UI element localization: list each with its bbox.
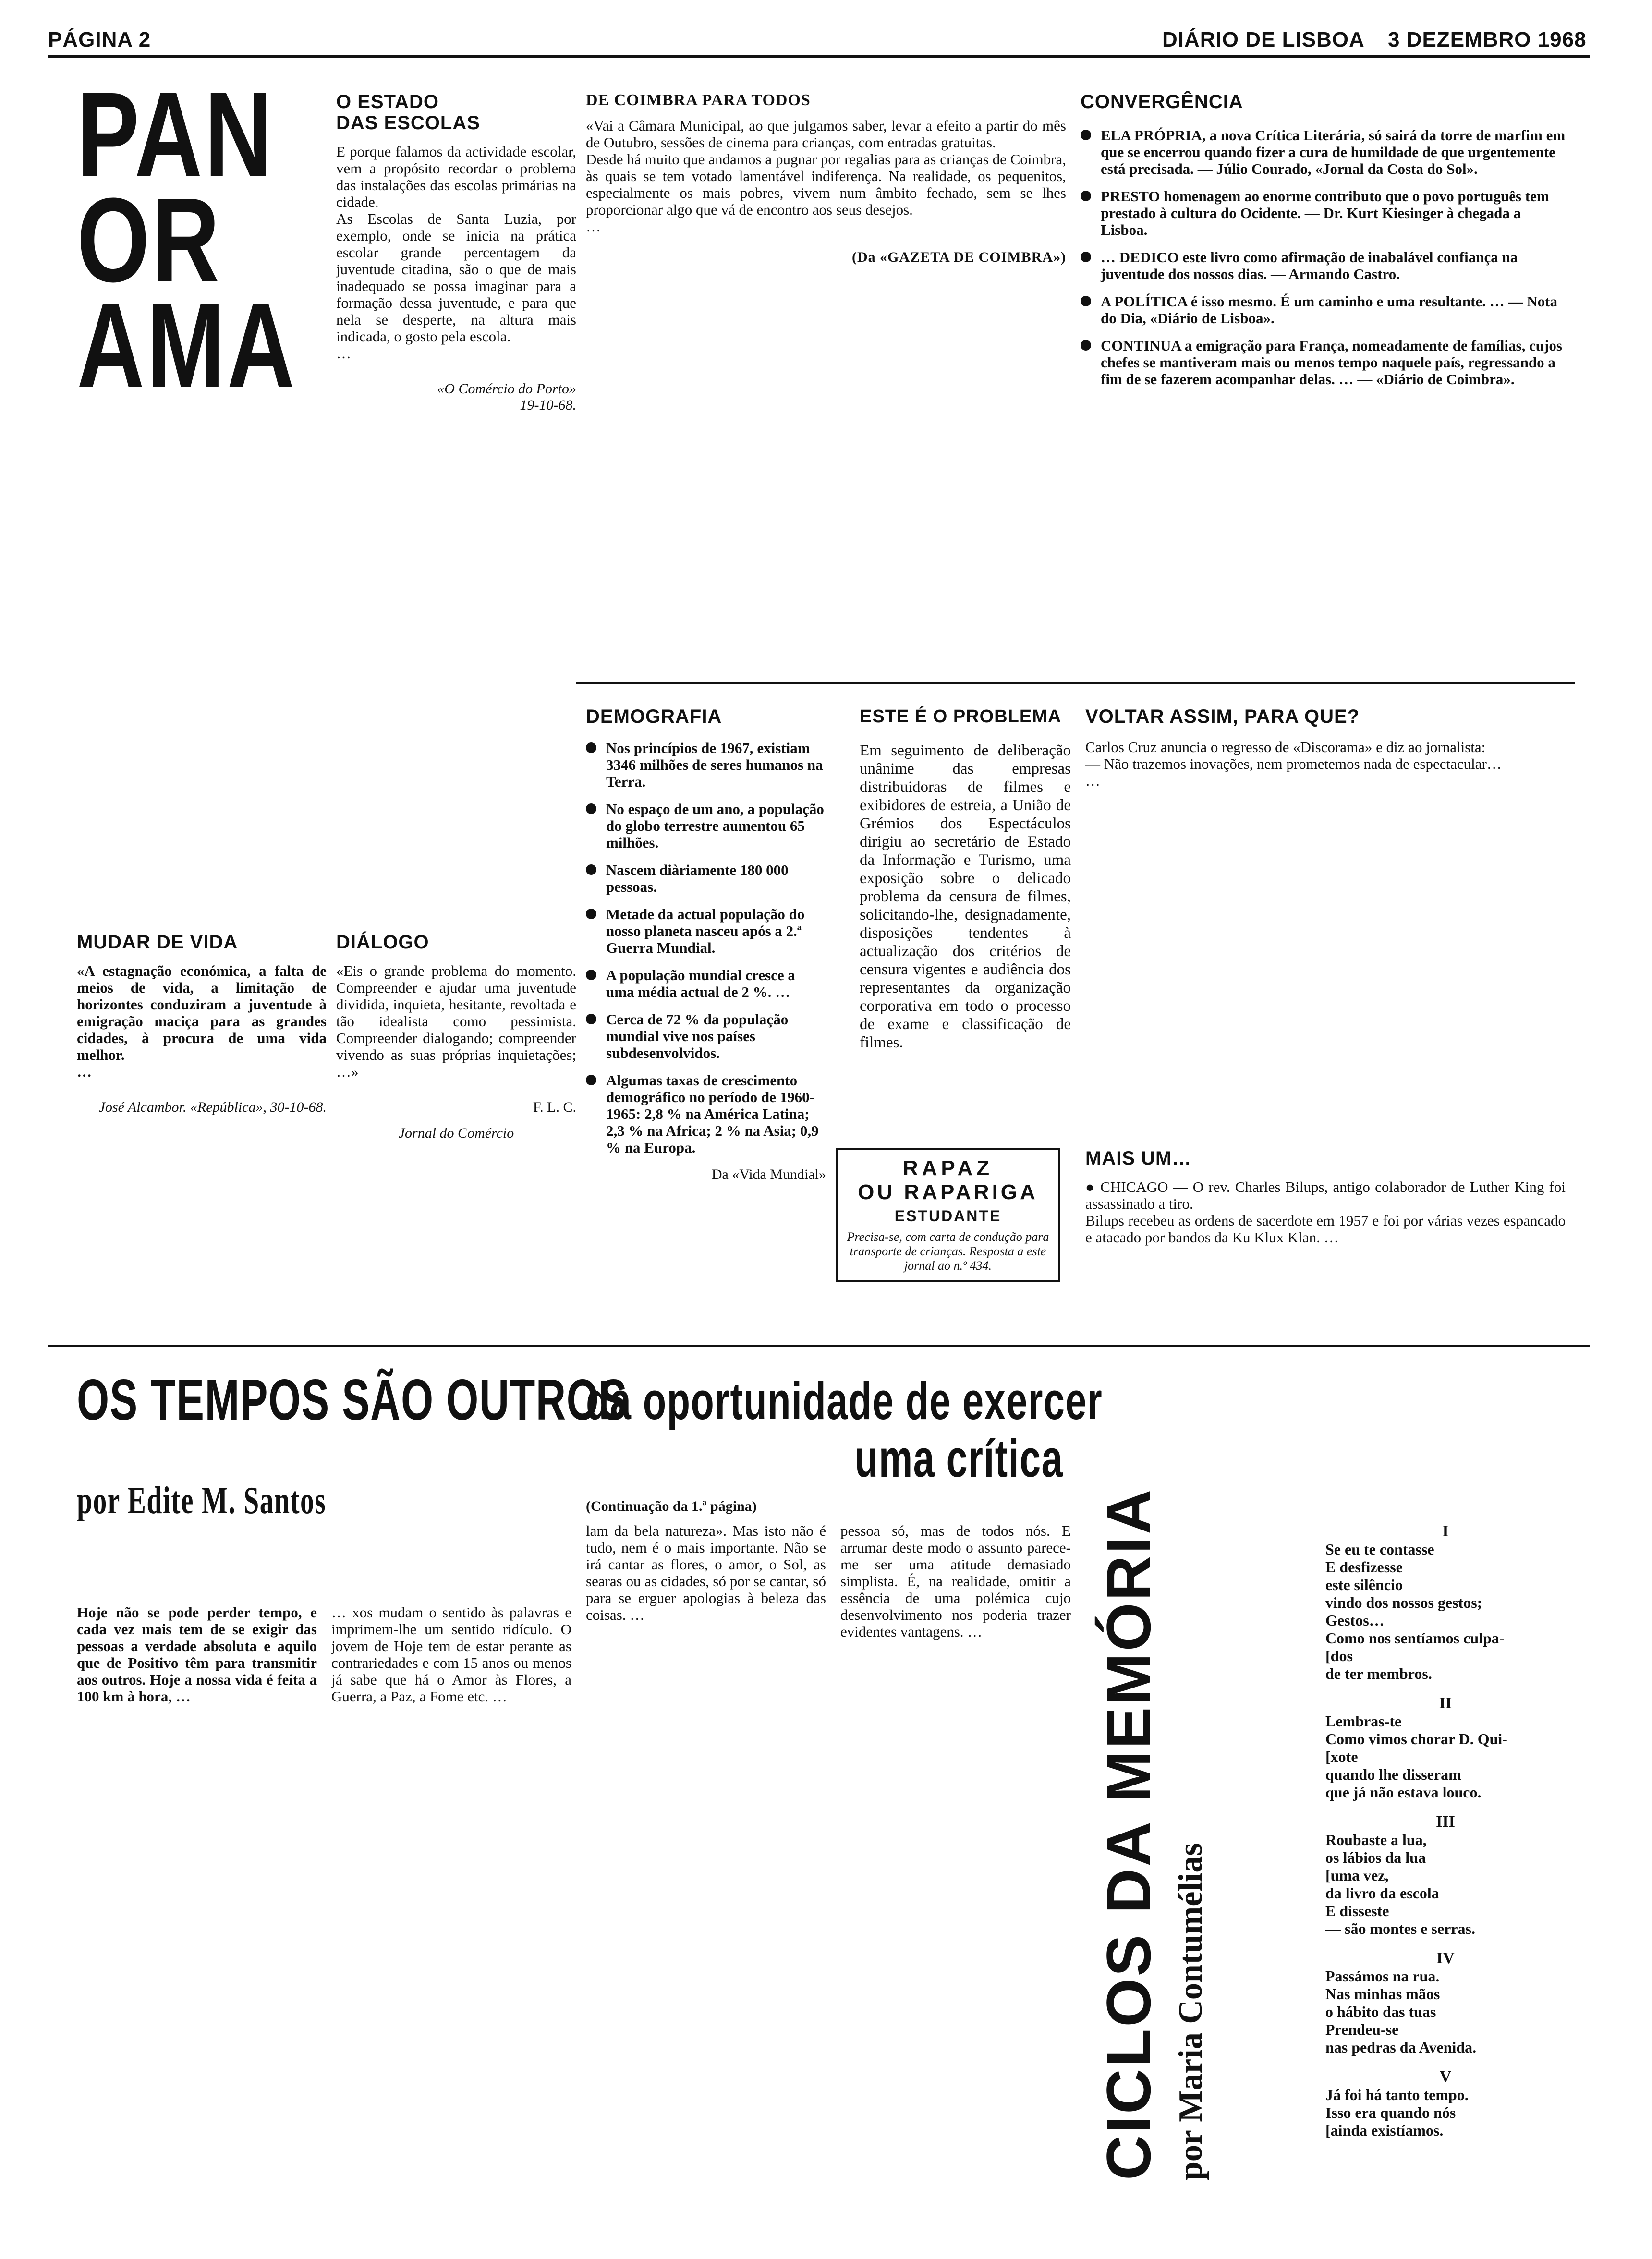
stanza-text: Lembras-te Como vimos chorar D. Qui- [xote quando lhe disseram que já não estava louco. bbox=[1325, 1712, 1507, 1801]
stanza-number: I bbox=[1442, 1522, 1449, 1540]
coimbra-article bbox=[586, 91, 1066, 266]
bullet-icon bbox=[586, 1014, 596, 1024]
dialogo-source: Jornal do Comércio bbox=[398, 1125, 514, 1141]
demografia-item: Nascem diàriamente 180 000 pessoas. bbox=[586, 862, 826, 895]
tempos-column-1: Hoje não se pode perder tempo, e cada vez mais tem de se exigir das pessoas a verdade absoluta e aquilo que de Positivo têm para transmitir aos outros. Hoje a nossa vida é feita a 100 km à hora, … bbox=[77, 1604, 317, 1705]
stanza-text: Passámos na rua. Nas minhas mãos o hábito das tuas Prendeu-se nas pedras da Avenida. bbox=[1325, 1968, 1477, 2056]
ciclos-byline: por Maria Contumélias bbox=[1172, 1843, 1209, 2180]
critica-continuation: (Continuação da 1.ª página) bbox=[586, 1498, 757, 1514]
convergencia-article bbox=[1081, 91, 1566, 398]
bullet-icon bbox=[1081, 296, 1091, 306]
critica-column-2: pessoa só, mas de todos nós. E arrumar deste modo o assunto parece-me ser uma atitude demasiado simplista. É, na realidade, omitir a essência de uma polémica cujo desenvolvimento nos poderia trazer evidentes vantagens. … bbox=[840, 1522, 1071, 1640]
problema-title: ESTE É O PROBLEMA bbox=[860, 706, 1062, 727]
bullet-icon bbox=[1081, 130, 1091, 140]
voltar-article bbox=[1085, 706, 1566, 789]
voltar-body: Carlos Cruz anuncia o regresso de «Discorama» e diz ao jornalista: — Não trazemos inovações, nem prometemos nada de espectacular… … bbox=[1085, 739, 1502, 789]
convergencia-item: ELA PRÓPRIA, a nova Crítica Literária, só sairá da torre de marfim em que se encerrou quando fizer a cura de humildade de que urgentemente está precisada. — Júlio Courado, «Jornal da Costa do Sol». bbox=[1081, 127, 1566, 177]
coimbra-title: DE COIMBRA PARA TODOS bbox=[586, 91, 811, 109]
problema-body: Em seguimento de deliberação unânime das empresas distribuidoras de filmes e exibidores de estreia, a União de Grémios dos Espectáculos dirigiu ao secretário de Estado da Informação e Turismo, uma exposição sobre o delicado problema da censura de filmes, solicitando-lhe, designadamente, disposições tendentes à actualização dos critérios de censura vigentes e audiência dos representantes da organização corporativa em todo o processo de exame e classificação de filmes. bbox=[860, 742, 1071, 1051]
issue-date: 3 DEZEMBRO 1968 bbox=[1388, 28, 1587, 51]
mais-um-title: MAIS UM… bbox=[1085, 1148, 1192, 1169]
estado-escolas-body: E porque falamos da actividade escolar, vem a propósito recordar o problema das instalações das escolas primárias na cidade. As Escolas de Santa Luzia, por exemplo, onde se inicia na prática escolar grande percentagem da juventude citadina, são o que de mais inadequado se possa imaginar para a formação dessa juventude, e para que nela se desperte, na altura mais indicada, o gosto pela escola. … bbox=[336, 143, 576, 362]
mudar-vida-article bbox=[77, 932, 327, 1116]
demografia-item: Metade da actual população do nosso planeta nasceu após a 2.ª Guerra Mundial. bbox=[586, 906, 826, 956]
bullet-icon bbox=[586, 742, 596, 753]
demografia-title: DEMOGRAFIA bbox=[586, 706, 722, 727]
ciclos-title: CICLOS DA MEMÓRIA bbox=[1093, 1487, 1164, 2180]
masthead-rule bbox=[48, 55, 1590, 58]
ad-line-2: OU RAPARIGA bbox=[858, 1180, 1038, 1204]
estado-escolas-source: «O Comércio do Porto» 19-10-68. bbox=[437, 381, 576, 413]
critica-title-line-2: uma crítica bbox=[855, 1429, 1064, 1488]
problema-article bbox=[860, 706, 1071, 1052]
estado-escolas-title: O ESTADO DAS ESCOLAS bbox=[336, 91, 480, 134]
demografia-item: No espaço de um ano, a população do globo terrestre aumentou 65 milhões. bbox=[586, 801, 826, 851]
dialogo-title: DIÁLOGO bbox=[336, 932, 429, 953]
ciclos-vertical-block bbox=[1093, 1487, 1210, 2180]
convergencia-list bbox=[1081, 127, 1566, 388]
dialogo-body: «Eis o grande problema do momento. Compreender e ajudar uma juventude dividida, inquieta, hesitante, revoltada e tão idealista como pessimista. Compreender dialogando; compreender vivendo as suas próprias inquietações; …» bbox=[336, 962, 576, 1080]
convergencia-title: CONVERGÊNCIA bbox=[1081, 91, 1243, 112]
tempos-column-2: … xos mudam o sentido às palavras e imprimem-lhe um sentido ridículo. O jovem de Hoje tem de estar perante as contrariedades e com 15 anos ou menos já sabe que há o Amor às Flores, a Guerra, a Paz, a Fome etc. … bbox=[331, 1604, 571, 1705]
tempos-title: OS TEMPOS SÃO OUTROS bbox=[77, 1368, 628, 1432]
convergencia-item: A POLÍTICA é isso mesmo. É um caminho e uma resultante. … — Nota do Dia, «Diário de Lisboa». bbox=[1081, 293, 1566, 327]
panorama-title bbox=[77, 67, 297, 413]
demografia-item: Nos princípios de 1967, existiam 3346 milhões de seres humanos na Terra. bbox=[586, 740, 826, 790]
stanza-text: Roubaste a lua, os lábios da lua [uma vez, da livro da escola E disseste — são montes e serras. bbox=[1325, 1831, 1475, 1937]
ad-line-1: RAPAZ bbox=[902, 1156, 994, 1180]
stanza-number: IV bbox=[1436, 1949, 1455, 1967]
panorama-line-3: AMA bbox=[77, 279, 297, 413]
mais-um-article bbox=[1085, 1148, 1566, 1246]
stanza-text: Já foi há tanto tempo. Isso era quando nós [ainda existíamos. bbox=[1325, 2086, 1469, 2139]
classified-ad bbox=[836, 1148, 1060, 1282]
demografia-source: Da «Vida Mundial» bbox=[711, 1166, 826, 1182]
dialogo-article bbox=[336, 932, 576, 1142]
section-rule bbox=[576, 682, 1575, 684]
bullet-icon bbox=[1081, 191, 1091, 201]
mudar-vida-title: MUDAR DE VIDA bbox=[77, 932, 238, 953]
stanza-number: V bbox=[1439, 2068, 1452, 2086]
demografia-item: Cerca de 72 % da população mundial vive nos países subdesenvolvidos. bbox=[586, 1011, 826, 1061]
demografia-item: Algumas taxas de crescimento demográfico no período de 1960-1965: 2,8 % na América Latina; 2,3 % na Africa; 2 % na Asia; 0,9 % na Europa. bbox=[586, 1072, 826, 1156]
page-label: PÁGINA 2 bbox=[48, 28, 151, 51]
bullet-icon bbox=[1081, 340, 1091, 351]
demografia-article bbox=[586, 706, 826, 1183]
lower-section-rule bbox=[48, 1345, 1590, 1347]
bullet-icon bbox=[1081, 252, 1091, 262]
mudar-vida-source: José Alcambor. «República», 30-10-68. bbox=[98, 1099, 327, 1115]
stanza-text: Se eu te contasse E desfizesse este silêncio vindo dos nossos gestos; Gestos… Como nos sentíamos culpa- [dos de ter membros. bbox=[1325, 1541, 1505, 1682]
voltar-title: VOLTAR ASSIM, PARA QUE? bbox=[1085, 706, 1360, 727]
mais-um-body: ● CHICAGO — O rev. Charles Bilups, antigo colaborador de Luther King foi assassinado a tiro. Bilups recebeu as ordens de sacerdote em 1957 e foi por várias vezes espancado e atacado por bandos da Ku Klux Klan. … bbox=[1085, 1178, 1566, 1246]
paper-name: DIÁRIO DE LISBOA bbox=[1162, 28, 1365, 51]
coimbra-source: (Da «GAZETA DE COIMBRA») bbox=[852, 249, 1066, 265]
coimbra-body: «Vai a Câmara Municipal, ao que julgamos saber, levar a efeito a partir do mês de Outubro, sessões de cinema para crianças, com entradas gratuitas. Desde há muito que andamos a pugnar por regalias para as crianças de Coimbra, às quais se tem votado lamentável indiferença. Na realidade, os pequenitos, especialmente os mais pobres, vivem num âmbito fechado, sem se lhes proporcionar algo que vá de encontro aos seus desejos. … bbox=[586, 117, 1066, 235]
stanza-number: III bbox=[1436, 1813, 1455, 1831]
convergencia-item: CONTINUA a emigração para França, nomeadamente de famílias, cujos chefes se mantiveram mais ou menos tempo naquele país, regressando a fim de se fazerem acompanhar delas. … — «Diário de Coimbra». bbox=[1081, 337, 1566, 388]
critica-column-1: lam da bela natureza». Mas isto não é tudo, nem é o mais importante. Não se irá cantar as flores, o amor, o Sol, as searas ou as cidades, só por se cantar, só para se erguer apologias à beleza das coisas. … bbox=[586, 1522, 826, 1623]
bullet-icon bbox=[586, 909, 596, 919]
ad-body: Precisa-se, com carta de condução para transporte de crianças. Resposta a este jornal ao n.º 434. bbox=[847, 1230, 1049, 1273]
panorama-line-2: OR bbox=[77, 173, 222, 307]
tempos-byline: por Edite M. Santos bbox=[77, 1480, 327, 1522]
bullet-icon bbox=[586, 864, 596, 875]
panorama-line-1: PAN bbox=[77, 67, 275, 201]
stanza-number: II bbox=[1439, 1694, 1452, 1712]
bullet-icon bbox=[586, 803, 596, 814]
ciclos-poem bbox=[1325, 1522, 1566, 2139]
demografia-item: A população mundial cresce a uma média actual de 2 %. … bbox=[586, 967, 826, 1000]
convergencia-item: PRESTO homenagem ao enorme contributo que o povo português tem prestado à cultura do Ocidente. — Dr. Kurt Kiesinger à chegada a Lisboa. bbox=[1081, 188, 1566, 238]
estado-escolas-article bbox=[336, 91, 576, 413]
mudar-vida-body: «A estagnação económica, a falta de meios de vida, a limitação de horizontes conduziram a juventude à emigração maciça para as grandes cidades, à procura de uma vida melhor. … bbox=[77, 962, 327, 1080]
convergencia-item: … DEDICO este livro como afirmação de inabalável confiança na juventude dos nossos dias. — Armando Castro. bbox=[1081, 249, 1566, 282]
bullet-icon bbox=[586, 1075, 596, 1085]
demografia-list bbox=[586, 740, 826, 1156]
critica-title-line-1: da oportunidade de exercer bbox=[586, 1372, 1103, 1431]
bullet-icon bbox=[586, 970, 596, 980]
dialogo-signature: F. L. C. bbox=[533, 1099, 576, 1115]
ad-line-3: ESTUDANTE bbox=[894, 1207, 1002, 1225]
